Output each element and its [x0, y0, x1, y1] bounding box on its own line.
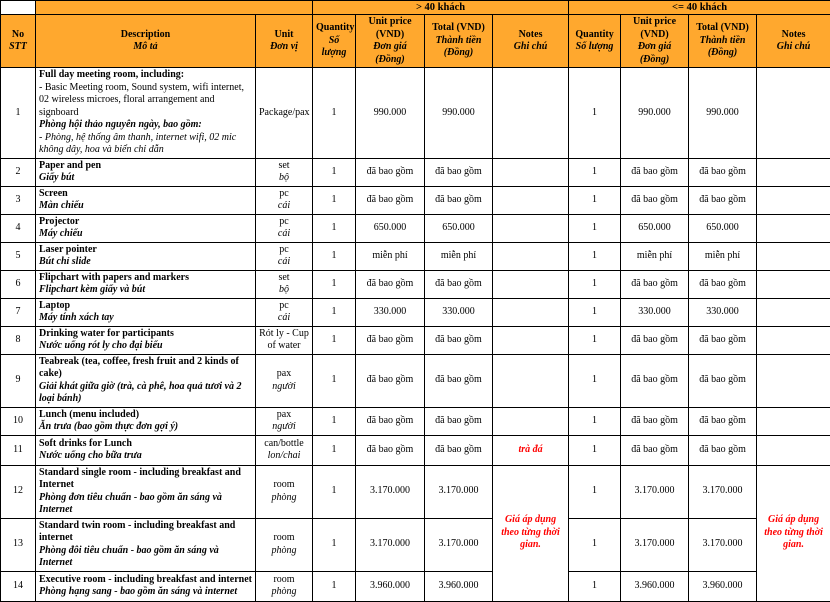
row-number: 8 — [1, 326, 36, 354]
g1-col-notes-vi: Ghi chú — [496, 41, 565, 54]
g1-quantity-cell: 1 — [313, 214, 356, 242]
unit-line: pc — [259, 300, 309, 313]
g1-unit-price-cell: 3.170.000 — [356, 518, 425, 571]
table-row — [1, 326, 830, 354]
g2-note-cell — [757, 298, 830, 326]
g1-unit-price-cell: đã bao gồm — [356, 435, 425, 465]
g1-note-cell — [493, 407, 569, 435]
row-unit — [256, 186, 313, 214]
g2-unit-price-cell: đã bao gồm — [621, 407, 689, 435]
g1-note-cell — [493, 68, 569, 159]
row-number: 2 — [1, 158, 36, 186]
g2-col-header-total — [689, 15, 757, 68]
g1-quantity-cell: 1 — [313, 407, 356, 435]
row-description — [36, 407, 256, 435]
row-unit — [256, 270, 313, 298]
g1-col-notes-en: Notes — [496, 29, 565, 42]
group1-title: > 40 khách — [313, 1, 569, 15]
g1-unit-price-cell: miễn phí — [356, 242, 425, 270]
unit-line: bộ — [259, 284, 309, 297]
unit-line: người — [259, 381, 309, 394]
description-line: Phòng đôi tiêu chuẩn - bao gồm ăn sáng và Internet — [39, 545, 252, 570]
g1-note-cell — [493, 326, 569, 354]
g2-quantity-cell: 1 — [569, 326, 621, 354]
row-unit — [256, 298, 313, 326]
g1-quantity-cell: 1 — [313, 571, 356, 601]
unit-line: lon/chai — [259, 450, 309, 463]
description-line: Nước uống rót ly cho đại biểu — [39, 340, 252, 353]
col-header-description — [36, 15, 256, 68]
g2-col-notes-vi: Ghi chú — [760, 41, 827, 54]
g2-total-cell: 3.960.000 — [689, 571, 757, 601]
g1-note-cell — [493, 242, 569, 270]
unit-line: bộ — [259, 172, 309, 185]
g2-note-cell — [757, 214, 830, 242]
g1-total-cell: đã bao gồm — [425, 435, 493, 465]
g1-total-cell: 330.000 — [425, 298, 493, 326]
description-line: Laser pointer — [39, 244, 252, 257]
row-number: 7 — [1, 298, 36, 326]
description-line: Paper and pen — [39, 160, 252, 173]
g1-unit-price-cell: đã bao gồm — [356, 326, 425, 354]
group-header-row — [1, 1, 830, 15]
g1-col-quantity-vi: Số lượng — [316, 35, 352, 60]
g2-total-cell: đã bao gồm — [689, 270, 757, 298]
description-line: Phòng hạng sang - bao gồm ăn sáng và internet — [39, 586, 252, 599]
corner-cell — [1, 1, 36, 15]
g2-unit-price-cell: đã bao gồm — [621, 326, 689, 354]
description-line: Máy chiếu — [39, 228, 252, 241]
description-line: Lunch (menu included) — [39, 409, 252, 422]
row-unit — [256, 214, 313, 242]
g1-total-cell: đã bao gồm — [425, 158, 493, 186]
g2-total-cell: đã bao gồm — [689, 158, 757, 186]
g1-col-unit-price-en: Unit price (VND) — [359, 16, 421, 41]
g2-unit-price-cell: đã bao gồm — [621, 158, 689, 186]
g1-note-cell — [493, 270, 569, 298]
g1-unit-price-cell: 330.000 — [356, 298, 425, 326]
description-line: Flipchart with papers and markers — [39, 272, 252, 285]
g2-note-cell — [757, 270, 830, 298]
row-unit — [256, 407, 313, 435]
row-description — [36, 158, 256, 186]
unit-line: set — [259, 160, 309, 173]
unit-line: cái — [259, 256, 309, 269]
g1-total-cell: 650.000 — [425, 214, 493, 242]
g1-total-cell: đã bao gồm — [425, 407, 493, 435]
g1-total-cell: 3.170.000 — [425, 465, 493, 518]
g2-quantity-cell: 1 — [569, 435, 621, 465]
g2-unit-price-cell: đã bao gồm — [621, 186, 689, 214]
g2-total-cell: 650.000 — [689, 214, 757, 242]
g2-quantity-cell: 1 — [569, 158, 621, 186]
table-row — [1, 186, 830, 214]
g1-unit-price-cell: đã bao gồm — [356, 354, 425, 407]
col-description-vi: Mô tả — [39, 41, 252, 54]
table-row — [1, 465, 830, 518]
description-line: Teabreak (tea, coffee, fresh fruit and 2 kinds of cake) — [39, 356, 252, 381]
description-line: Máy tính xách tay — [39, 312, 252, 325]
g2-total-cell: miễn phí — [689, 242, 757, 270]
description-line: Màn chiếu — [39, 200, 252, 213]
row-description — [36, 518, 256, 571]
row-unit — [256, 242, 313, 270]
unit-line: room — [259, 479, 309, 492]
row-number: 11 — [1, 435, 36, 465]
g2-col-notes-en: Notes — [760, 29, 827, 42]
g2-quantity-cell: 1 — [569, 407, 621, 435]
row-number: 9 — [1, 354, 36, 407]
g2-note-cell — [757, 435, 830, 465]
g1-note-cell — [493, 158, 569, 186]
g1-col-header-notes — [493, 15, 569, 68]
table-row — [1, 214, 830, 242]
row-description — [36, 326, 256, 354]
g2-quantity-cell: 1 — [569, 242, 621, 270]
table-row — [1, 407, 830, 435]
column-header-row — [1, 15, 830, 68]
g1-quantity-cell: 1 — [313, 465, 356, 518]
unit-line: pax — [259, 409, 309, 422]
g1-note-cell: trà đá — [493, 435, 569, 465]
description-line: Flipchart kèm giấy và bút — [39, 284, 252, 297]
g1-quantity-cell: 1 — [313, 68, 356, 159]
g2-quantity-cell: 1 — [569, 354, 621, 407]
unit-line: cái — [259, 312, 309, 325]
row-unit — [256, 435, 313, 465]
unit-line: phòng — [259, 492, 309, 505]
g1-col-header-quantity — [313, 15, 356, 68]
g1-unit-price-cell: đã bao gồm — [356, 270, 425, 298]
description-line: Laptop — [39, 300, 252, 313]
g2-quantity-cell: 1 — [569, 186, 621, 214]
description-line: Giấy bút — [39, 172, 252, 185]
row-unit — [256, 518, 313, 571]
row-description — [36, 214, 256, 242]
description-line: Soft drinks for Lunch — [39, 438, 252, 451]
g1-quantity-cell: 1 — [313, 186, 356, 214]
g2-quantity-cell: 1 — [569, 270, 621, 298]
unit-line: Rót ly - Cup — [259, 328, 309, 341]
row-number: 10 — [1, 407, 36, 435]
row-number: 6 — [1, 270, 36, 298]
g1-note-cell — [493, 186, 569, 214]
g2-col-total-vi: Thành tiền (Đồng) — [692, 35, 753, 60]
g2-quantity-cell: 1 — [569, 571, 621, 601]
g2-total-cell: đã bao gồm — [689, 186, 757, 214]
g1-note-cell — [493, 354, 569, 407]
g1-unit-price-cell: 3.170.000 — [356, 465, 425, 518]
table-row — [1, 571, 830, 601]
g2-total-cell: 330.000 — [689, 298, 757, 326]
g2-quantity-cell: 1 — [569, 518, 621, 571]
row-unit — [256, 158, 313, 186]
unit-line: phòng — [259, 545, 309, 558]
g2-total-cell: đã bao gồm — [689, 326, 757, 354]
g2-unit-price-cell: 3.960.000 — [621, 571, 689, 601]
table-body — [1, 68, 830, 602]
g1-quantity-cell: 1 — [313, 242, 356, 270]
g1-total-cell: 3.960.000 — [425, 571, 493, 601]
g1-unit-price-cell: 990.000 — [356, 68, 425, 159]
g2-unit-price-cell: đã bao gồm — [621, 354, 689, 407]
row-number: 1 — [1, 68, 36, 159]
g2-note-cell — [757, 407, 830, 435]
g1-unit-price-cell: đã bao gồm — [356, 186, 425, 214]
g1-col-total-en: Total (VND) — [428, 22, 489, 35]
table-row — [1, 435, 830, 465]
row-unit — [256, 68, 313, 159]
row-unit — [256, 571, 313, 601]
col-description-en: Description — [39, 29, 252, 42]
g1-unit-price-cell: 3.960.000 — [356, 571, 425, 601]
unit-line: cái — [259, 200, 309, 213]
table-row — [1, 158, 830, 186]
g2-total-cell: 990.000 — [689, 68, 757, 159]
g2-total-cell: đã bao gồm — [689, 407, 757, 435]
description-line: - Basic Meeting room, Sound system, wifi internet, 02 wireless microes, floral arrangement and signboard — [39, 82, 252, 120]
g1-col-total-vi: Thành tiền (Đồng) — [428, 35, 489, 60]
g2-note-cell — [757, 68, 830, 159]
g2-col-unit-price-vi: Đơn giá (Đồng) — [624, 41, 685, 66]
g2-quantity-cell: 1 — [569, 465, 621, 518]
g2-note-cell — [757, 326, 830, 354]
row-description — [36, 270, 256, 298]
unit-line: phòng — [259, 586, 309, 599]
description-line: Standard single room - including breakfast and Internet — [39, 467, 252, 492]
g2-unit-price-cell: 330.000 — [621, 298, 689, 326]
g2-unit-price-cell: 3.170.000 — [621, 465, 689, 518]
unit-line: pax — [259, 368, 309, 381]
g1-total-cell: đã bao gồm — [425, 354, 493, 407]
description-line: Nước uống cho bữa trưa — [39, 450, 252, 463]
g1-unit-price-cell: đã bao gồm — [356, 407, 425, 435]
g2-col-quantity-en: Quantity — [572, 29, 617, 42]
g2-quantity-cell: 1 — [569, 68, 621, 159]
row-number: 14 — [1, 571, 36, 601]
col-header-no — [1, 15, 36, 68]
g2-unit-price-cell: đã bao gồm — [621, 270, 689, 298]
g2-col-quantity-vi: Số lượng — [572, 41, 617, 54]
g1-note-cell: Giá áp dụng theo từng thời gian. — [493, 465, 569, 601]
group2-title: <= 40 khách — [569, 1, 830, 15]
g1-total-cell: đã bao gồm — [425, 186, 493, 214]
g1-col-header-unit-price — [356, 15, 425, 68]
description-line: Drinking water for participants — [39, 328, 252, 341]
unit-line: can/bottle — [259, 438, 309, 451]
table-row — [1, 68, 830, 159]
g1-quantity-cell: 1 — [313, 354, 356, 407]
g1-quantity-cell: 1 — [313, 298, 356, 326]
g1-total-cell: đã bao gồm — [425, 326, 493, 354]
g2-col-header-quantity — [569, 15, 621, 68]
description-line: Giải khát giữa giờ (trà, cà phê, hoa quả tươi và 2 loại bánh) — [39, 381, 252, 406]
g2-col-unit-price-en: Unit price (VND) — [624, 16, 685, 41]
g1-unit-price-cell: 650.000 — [356, 214, 425, 242]
g2-col-header-notes — [757, 15, 830, 68]
g2-unit-price-cell: đã bao gồm — [621, 435, 689, 465]
g1-quantity-cell: 1 — [313, 158, 356, 186]
unit-line: cái — [259, 228, 309, 241]
description-line: Projector — [39, 216, 252, 229]
table-row — [1, 518, 830, 571]
g2-note-cell: Giá áp dụng theo từng thời gian. — [757, 465, 830, 601]
row-description — [36, 465, 256, 518]
row-unit — [256, 354, 313, 407]
g2-note-cell — [757, 242, 830, 270]
g1-total-cell: 990.000 — [425, 68, 493, 159]
row-unit — [256, 465, 313, 518]
g2-quantity-cell: 1 — [569, 298, 621, 326]
g2-unit-price-cell: 650.000 — [621, 214, 689, 242]
g1-unit-price-cell: đã bao gồm — [356, 158, 425, 186]
description-line: Screen — [39, 188, 252, 201]
g1-col-header-total — [425, 15, 493, 68]
row-unit — [256, 326, 313, 354]
row-description — [36, 68, 256, 159]
col-unit-en: Unit — [259, 29, 309, 42]
table-row — [1, 242, 830, 270]
description-line: Ăn trưa (bao gồm thực đơn gợi ý) — [39, 421, 252, 434]
g2-unit-price-cell: 990.000 — [621, 68, 689, 159]
unit-line: pc — [259, 188, 309, 201]
g2-total-cell: đã bao gồm — [689, 354, 757, 407]
row-description — [36, 242, 256, 270]
col-no-en: No — [4, 29, 32, 42]
g1-total-cell: đã bao gồm — [425, 270, 493, 298]
description-line: Phòng đơn tiêu chuẩn - bao gồm ăn sáng và Internet — [39, 492, 252, 517]
g2-note-cell — [757, 186, 830, 214]
unit-line: room — [259, 532, 309, 545]
table-row — [1, 270, 830, 298]
g2-note-cell — [757, 158, 830, 186]
description-line: Bút chỉ slide — [39, 256, 252, 269]
col-unit-vi: Đơn vị — [259, 41, 309, 54]
g2-note-cell — [757, 354, 830, 407]
row-number: 5 — [1, 242, 36, 270]
row-number: 4 — [1, 214, 36, 242]
g2-col-header-unit-price — [621, 15, 689, 68]
unit-line: người — [259, 421, 309, 434]
description-line: - Phòng, hệ thống âm thanh, internet wifi, 02 mic không dây, hoa và biển chỉ dẫn — [39, 132, 252, 157]
table-header — [1, 1, 830, 68]
g1-total-cell: miễn phí — [425, 242, 493, 270]
unit-line: pc — [259, 244, 309, 257]
g2-total-cell: 3.170.000 — [689, 465, 757, 518]
group-header-spacer — [36, 1, 313, 15]
row-description — [36, 571, 256, 601]
g1-col-quantity-en: Quantity — [316, 22, 352, 35]
g1-col-unit-price-vi: Đơn giá (Đồng) — [359, 41, 421, 66]
row-number: 3 — [1, 186, 36, 214]
g2-unit-price-cell: 3.170.000 — [621, 518, 689, 571]
g1-quantity-cell: 1 — [313, 518, 356, 571]
table-row — [1, 354, 830, 407]
row-number: 12 — [1, 465, 36, 518]
row-description — [36, 435, 256, 465]
g1-note-cell — [493, 298, 569, 326]
g2-unit-price-cell: miễn phí — [621, 242, 689, 270]
table-row — [1, 298, 830, 326]
description-line: Standard twin room - including breakfast and internet — [39, 520, 252, 545]
unit-line: pc — [259, 216, 309, 229]
col-header-unit — [256, 15, 313, 68]
g2-total-cell: 3.170.000 — [689, 518, 757, 571]
unit-line: room — [259, 574, 309, 587]
g1-quantity-cell: 1 — [313, 435, 356, 465]
unit-line: set — [259, 272, 309, 285]
g1-quantity-cell: 1 — [313, 270, 356, 298]
g1-total-cell: 3.170.000 — [425, 518, 493, 571]
row-number: 13 — [1, 518, 36, 571]
row-description — [36, 186, 256, 214]
col-no-vi: STT — [4, 41, 32, 54]
row-description — [36, 354, 256, 407]
g1-note-cell — [493, 214, 569, 242]
description-line: Executive room - including breakfast and internet — [39, 574, 252, 587]
g1-quantity-cell: 1 — [313, 326, 356, 354]
description-line: Full day meeting room, including: — [39, 69, 252, 82]
unit-line: of water — [259, 340, 309, 353]
g2-total-cell: đã bao gồm — [689, 435, 757, 465]
unit-line: Package/pax — [259, 107, 309, 120]
g2-col-total-en: Total (VND) — [692, 22, 753, 35]
description-line: Phòng hội thảo nguyên ngày, bao gồm: — [39, 119, 252, 132]
row-description — [36, 298, 256, 326]
g2-quantity-cell: 1 — [569, 214, 621, 242]
